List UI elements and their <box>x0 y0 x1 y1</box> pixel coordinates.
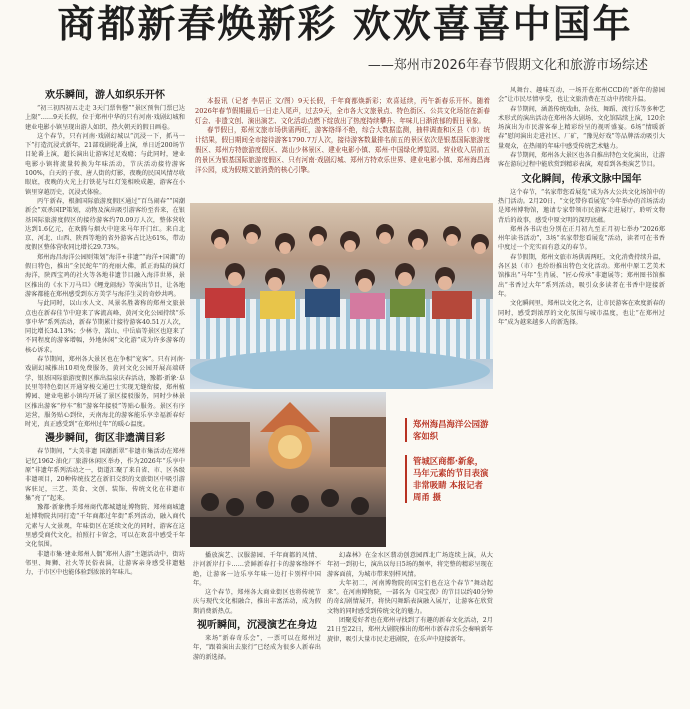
crowd-illustration <box>190 203 493 389</box>
paragraph: 非遗市集·建业郑州人偶“郑州人游”主题活动中，街坊邻里、舞狮、社火等民俗表演，让游客亲身感受非遗魅力，于市区中也能体验到浓浓的年味儿。 <box>25 550 185 577</box>
paragraph: 丙午新春，根据国际旅游度假区通过“百鸟闹春”“国潮新会”双杀国IP策划，动物及演出吸引游客纷至沓来，在银基国际旅游度假区的接待游客约70.09万人次，整体营收达到1.6亿元，在欢腾与烟火中迎来马年开门红。来自北京、河北、山西、陕西等地的省外游客占比达61%，带动度假区整体营收同比增长29.73%。 <box>25 197 185 252</box>
lead-text: 本报讯（记者 李居正 文/图）9天长假，千年商都焕新彩；欢喜延续，丙午新春乐开怀。随着2026年春节假期最后一日走入尾声，过去9天，全市各大文旅景点、特色街区、公共文化场馆在新春灯会、非遗文创、演出演艺、文化活动点燃下绽放出了热度持续攀升、年味儿日渐浓郁的假日景象。 <box>195 97 490 125</box>
paragraph: 郑州海昌海洋公园则策划“海洋+非遗”“海洋+国潮”的假日特色，推出“全民蛇年”的亮丽大佛，派正海陆的演灯海洋，陕西宝鸡的社火等各地非遗节目融入海洋世界，景区推出的《水下刀马旦》《鲤龙闹海》等演出节目，让各地游客都能在郑州感受到东方美学与海洋生灵的奇妙共鸣。 <box>25 253 185 298</box>
street-performance-photo <box>190 392 386 547</box>
paragraph: 幻森林》在金水区翡动创意园西北广场连续上演，从大年初一到初七，演出以每日5场的频率，将完整的精彩呈现在游客面前，为城市带来别样风情。 <box>327 552 493 578</box>
column-4 <box>498 86 665 706</box>
paragraph: 来场“新春奇乐会”，一票可以在郑州过年，“跟着演出去旅行”已经成为很多人新春出游的新选择。 <box>193 635 321 661</box>
column-1 <box>25 86 185 706</box>
paragraph: 这个春节，郑州各大商业街区也将传统节庆与现代文化相融合，推出丰富活动，成为假期消费新热点。 <box>193 589 321 615</box>
photo-caption: 管城区商都·新象，马年元素的节目表演非常吸睛 本报记者 周甬 摄 <box>405 455 491 503</box>
column-2-bottom <box>193 551 321 706</box>
paragraph: 豫都·新象携手郑州商代都城遗址博物院、郑州商城遗址博物院共同打造“千年商都过年街”系列活动，融入商代元素与人文景观，年味街区在延续文化的同时，游客在这里感受商代文化，拍照打卡留念，可以在欢喜中感受千年文化氛围。 <box>25 504 185 549</box>
paragraph: 春节期间，郑州各大景区也在争相“宠客”。只有河南·戏剧幻城推出10项免费服务，黄河文化公园开展高端研学，银基国际旅游度假区推出温泉庆春活动，豫都·新象·阜民里等特色街区开通穿梭交通巴士实现无缝衔接，郑州植博园、建业电影小镇均开展了景区接驳服务，同时少林景区推出游客“停车”和“游客年接驳”等贴心服务。景区有序运营，服务贴心到位，天南海北的游客能乐享幸福新春好时光，真正感受到“在郑州过年”的暖心温度。 <box>25 356 185 429</box>
paragraph: 春节期间，“大美非遗 国潮新翠”非遗市集活动在郑州记忆1962·油化厂旅游休闲区举办，作为2026年“乐享中原”非遗年系列活动之一，街道汇聚了来自省、市、区各级非遗项目，20种传统技艺在新旧交织的文旅街区中吸引游客驻足，三艺、美食、文创、装饰、传统文化在非遗市集“亮了”起来。 <box>25 448 185 502</box>
paragraph: 与此同时，以山水人文、风景名胜著称的郑州文旅景点也在新春佳节中迎来了客流高峰，黄河文化公园持续“乐事中华”系列活动，新春节期累计接待游客40.51万人次，同比增长34.13%；少林寺、嵩山、中岳庙等景区也迎来了不同程度的游客增幅，外地休闲“文化游”成为许多游客的核心诉求。 <box>25 300 185 354</box>
paragraph: 播放演艺、汉服游园、千年商都的风情、汴河新岸打卡……尝鲜新春打卡的游客络绎不绝，让游客一边乐享年味一边打卡别样中国年。 <box>193 552 321 587</box>
section-title: 漫步瞬间，街区非遗满目彩 <box>45 433 165 445</box>
paragraph: 文化瞬间里，郑州以文化之名，让市民游客在欢度新春的同时，感受到浓厚的文化氛围与城市温度，也让“在郑州过年”成为越来越多人的新选择。 <box>498 300 665 326</box>
subtitle: ——郑州市2026年春节假期文化和旅游市场综述 <box>367 58 648 73</box>
street-illustration <box>190 392 386 547</box>
lead-paragraph <box>195 97 490 175</box>
section-title: 欢乐瞬间，游人如织乐开怀 <box>45 90 165 101</box>
paragraph: 春节期间，郑州各大景区也各自推出特色文化演出，让游客在游玩过程中能欣赏到精彩表演，观看到各类演艺节目。 <box>498 152 665 169</box>
photo-caption: 郑州海昌海洋公园游客如织 <box>405 418 491 442</box>
paragraph: 春节期间，涵盖传统戏曲、杂技、舞蹈、流行乐等多种艺术形式的演出活动在郑州各大剧场、文化馆陆续上演，120余场演出为市民游客奉上精彩纷呈的视听盛宴。6场“情暖新春”慰问演出走进社区、厂矿，“豫见好戏”等品牌活动吸引大量观众，在热闹的年味中感受传统艺术魅力。 <box>498 105 665 150</box>
section-title: 视听瞬间，沉浸演艺在身边 <box>197 620 317 632</box>
column-3-bottom <box>327 551 493 706</box>
lead-text: 春节假日，郑州文旅市场供需两旺，游客络绎不绝，综合大数据监测，抽样调查和区县（市）统计结果，假日期间全市接待游客1790.7万人次，接待游客数量排名前五的景区依次是银基国际旅游度假区、郑州方特旅游度假区、嵩山少林景区、建业电影小镇、郑州·中国绿化博览园。营业收入居前五的景区为银基国际旅游度假区、只有河南·戏剧幻城、郑州方特欢乐世界、建业电影小镇、郑州海昌海洋公园，成为假期文旅消费的核心引擎。 <box>195 126 490 174</box>
paragraph: 大年初二，河南博物院的国宝们也在这个春节“舞动起来”。在河南博物院，一部名为《国宝夜》的节目以约40分钟的奇幻剧情展开，将快闪舞蹈表演融入展厅，让游客在欣赏文物的同时感受到传统文化的魅力。 <box>327 579 493 615</box>
paragraph: 春节假期，郑州文旅市场供需两旺，文化消费持续升温，各区县（市）也纷纷推出特色文化活动。郑州中原工艺美术馆推出“马年”生肖展、“匠心传承”非遗展等；郑州图书馆推出“书香过大年”系列活动，吸引众多读者在书香中迎接新年。 <box>498 253 665 298</box>
aquarium-crowd-photo <box>190 203 493 389</box>
section-title: 文化瞬间，传承文脉中国年 <box>521 173 642 185</box>
paragraph: 这个春节，只有河南·戏剧幻城以“沉浸一下，抓马一下”打造沉浸式新年，21部戏剧轮番上演，单日近200场节目轮番上演，超长演出让游客过足戏瘾；与此同时，建业电影小镇将流量转换为年味活动，节庆活动接待游客100%，白天的子夜、唐人街的灯影，夜晚的民国风情尽收眼底，夜晚的火光上打铁花与红灯笼相映成趣，游客在小镇里穿越历史，沉浸式体验。 <box>25 132 185 196</box>
headline: 商都新春焕新彩 欢欢喜喜中国年 <box>57 2 633 46</box>
paragraph: 风舞台、趣味互动，一场开在郑州CCD的“新年的游园会”让市民尽情享受，也让文旅消费在互动中持续升温。 <box>498 87 665 104</box>
paragraph: 这个春节，“名家带您看展览”成为各大公共文化场馆中的热门活动。2月20日，“文化带你看展览”今年举办的首场活动是郑州博物馆，邀请专家带领市民游客走进展厅，聆听文物背后的故事，感受中原文明的深厚底蕴。 <box>498 188 665 224</box>
paragraph: 郑州各书店也分别在正月初九至正月初七举办“2026郑州年读书活动”，3场“名家带您看展览”活动，读者可在书香中度过一个充实而有意义的春节。 <box>498 225 665 252</box>
paragraph: “初三初四初五走走 3天门票售罄”“景区预售门票已达上限”……9天长假，位于郑州中华的只有河南·戏剧幻城和建业电影小镇呈现出游人如织、热火朝天的假日画卷。 <box>25 105 185 131</box>
paragraph: 团聚爱好者也在郑州寻找到了有趣的新春文化活动，2月21日至22日，郑州大剧院推出的郑州市新春音乐会奏响新年旋律，吸引大量市民走进剧院，在乐声中迎接新年。 <box>327 617 493 643</box>
